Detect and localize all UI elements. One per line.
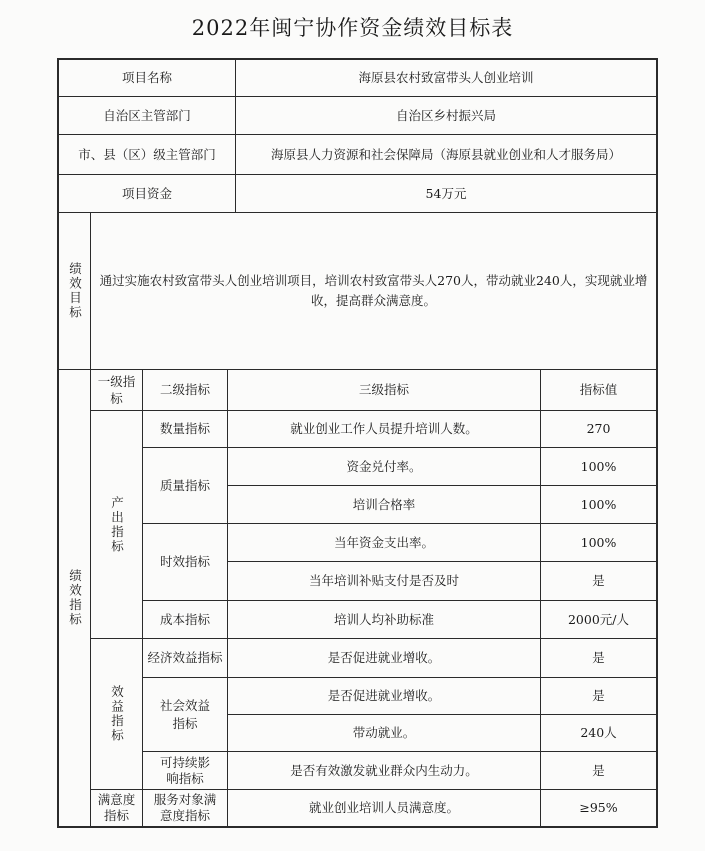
county-dept-label: 市、县（区）级主管部门 <box>57 134 236 175</box>
funds-value: 54万元 <box>235 174 658 213</box>
satisfaction-item: 就业创业培训人员满意度。 <box>227 789 541 828</box>
goal-text: 通过实施农村致富带头人创业培训项目，培训农村致富带头人270人，带动就业240人，实现就业增收，提高群众满意度。 <box>90 212 658 370</box>
funds-label: 项目资金 <box>57 174 236 213</box>
goal-label: 绩效目标 <box>57 212 91 370</box>
quality-value-2: 100% <box>540 485 658 524</box>
cost-value: 2000元/人 <box>540 600 658 639</box>
timeliness-value-1: 100% <box>540 523 658 562</box>
quantity-item: 就业创业工作人员提升培训人数。 <box>227 410 541 448</box>
cost-item: 培训人均补助标准 <box>227 600 541 639</box>
satisfaction-value: ≥95% <box>540 789 658 828</box>
social-benefit-item-2: 带动就业。 <box>227 714 541 752</box>
quality-item-1: 资金兑付率。 <box>227 447 541 486</box>
social-benefit-item-1: 是否促进就业增收。 <box>227 677 541 715</box>
header-level1: 一级指标 <box>90 369 143 411</box>
satisfaction-sub-indicator: 服务对象满意度指标 <box>142 789 228 828</box>
timeliness-value-2: 是 <box>540 561 658 601</box>
timeliness-item-2: 当年培训补贴支付是否及时 <box>227 561 541 601</box>
social-benefit-value-2: 240人 <box>540 714 658 752</box>
social-benefit-indicator: 社会效益指标 <box>142 677 228 752</box>
quantity-value: 270 <box>540 410 658 448</box>
timeliness-item-1: 当年资金支出率。 <box>227 523 541 562</box>
economic-benefit-indicator: 经济效益指标 <box>142 638 228 678</box>
quantity-indicator: 数量指标 <box>142 410 228 448</box>
quality-indicator: 质量指标 <box>142 447 228 524</box>
economic-benefit-item: 是否促进就业增收。 <box>227 638 541 678</box>
benefit-indicator-label: 效益指标 <box>90 638 143 790</box>
indicators-section-label: 绩效指标 <box>57 369 91 828</box>
region-dept-value: 自治区乡村振兴局 <box>235 96 658 135</box>
timeliness-indicator: 时效指标 <box>142 523 228 601</box>
quality-value-1: 100% <box>540 447 658 486</box>
project-name-label: 项目名称 <box>57 58 236 97</box>
sustainability-indicator: 可持续影响指标 <box>142 751 228 790</box>
project-name-value: 海原县农村致富带头人创业培训 <box>235 58 658 97</box>
region-dept-label: 自治区主管部门 <box>57 96 236 135</box>
output-indicator-label: 产出指标 <box>90 410 143 639</box>
cost-indicator: 成本指标 <box>142 600 228 639</box>
county-dept-value: 海原县人力资源和社会保障局（海原县就业创业和人才服务局） <box>235 134 658 175</box>
sustainability-value: 是 <box>540 751 658 790</box>
page-title: 2022年闽宁协作资金绩效目标表 <box>191 16 514 40</box>
economic-benefit-value: 是 <box>540 638 658 678</box>
header-level3: 三级指标 <box>227 369 541 411</box>
header-level2: 二级指标 <box>142 369 228 411</box>
social-benefit-value-1: 是 <box>540 677 658 715</box>
header-value: 指标值 <box>540 369 658 411</box>
satisfaction-indicator-label: 满意度指标 <box>90 789 143 828</box>
quality-item-2: 培训合格率 <box>227 485 541 524</box>
sustainability-item: 是否有效激发就业群众内生动力。 <box>227 751 541 790</box>
